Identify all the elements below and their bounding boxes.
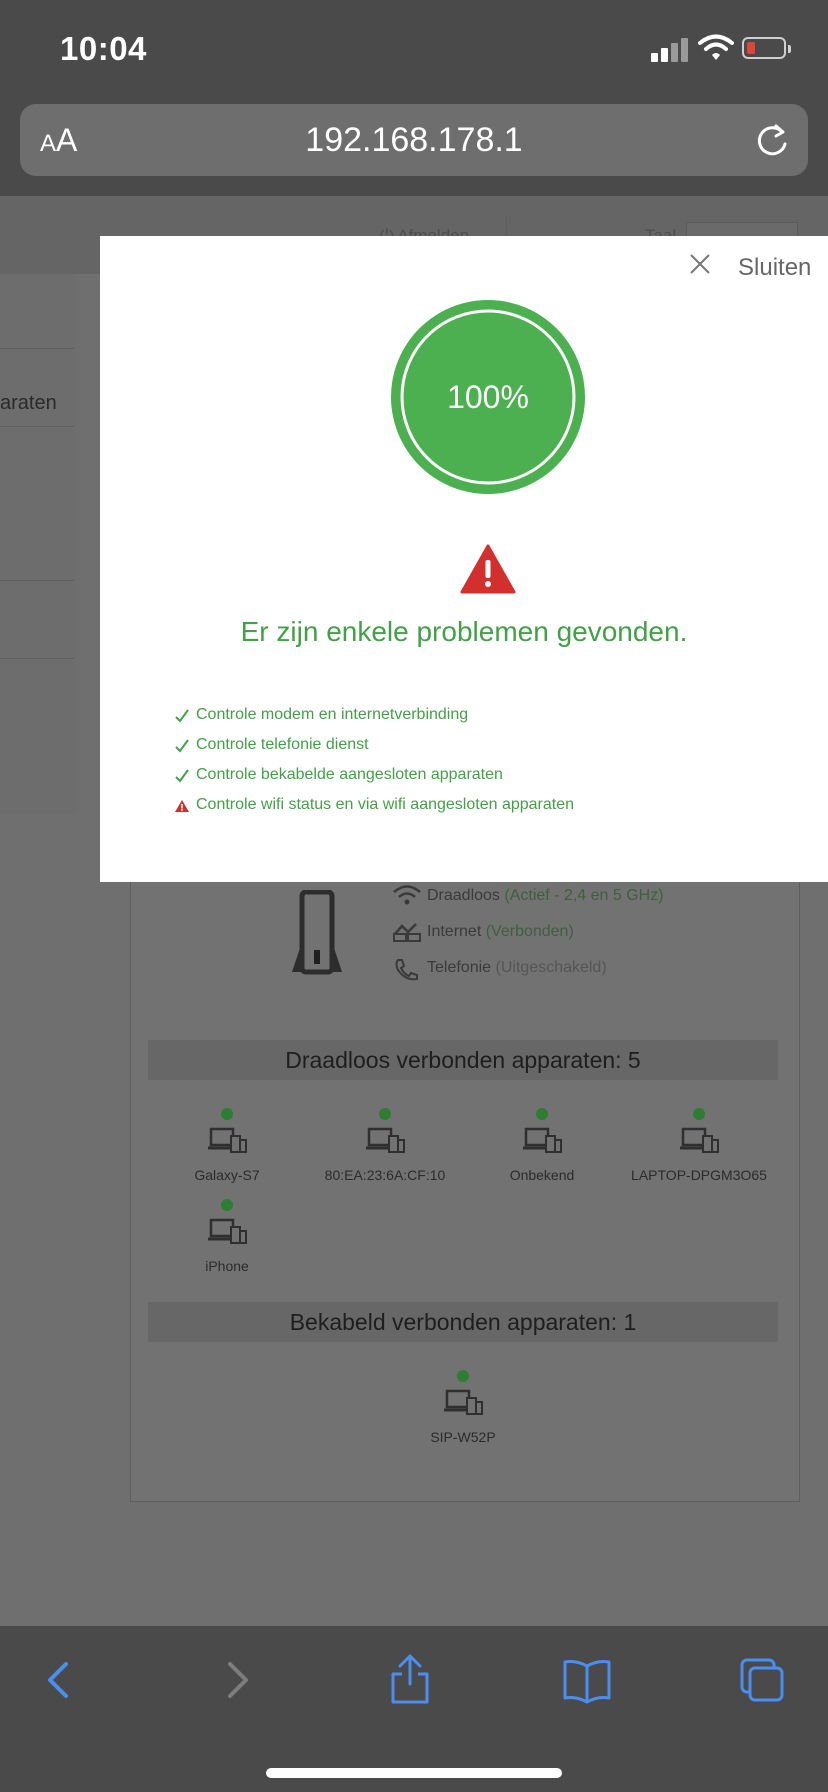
browser-toolbar (0, 96, 828, 196)
device-name: LAPTOP-DPGM3O65 (631, 1167, 767, 1183)
checkmark-icon (174, 768, 190, 784)
cellular-signal-icon (651, 36, 691, 62)
status-bar (0, 0, 828, 96)
warning-small-icon (174, 798, 190, 814)
device-item[interactable] (152, 1108, 302, 1183)
device-name: iPhone (205, 1258, 249, 1274)
phone-icon (392, 958, 422, 982)
diagnostics-modal (100, 236, 828, 882)
online-indicator (457, 1370, 469, 1382)
progress-percentage: 100% (447, 379, 529, 415)
bookmarks-button[interactable] (562, 1656, 612, 1704)
close-button[interactable] (688, 250, 828, 284)
reload-icon[interactable] (752, 120, 792, 160)
device-name: Onbekend (509, 1167, 575, 1183)
forward-button[interactable] (216, 1656, 256, 1704)
device-item[interactable] (624, 1108, 774, 1183)
wifi-icon (392, 884, 422, 906)
wired-devices-header: Bekabeld verbonden apparaten: 1 (148, 1302, 778, 1342)
progress-circle (391, 300, 585, 494)
status-telephony: Telefonie (Uitgeschakeld) (427, 959, 607, 976)
device-name: Galaxy-S7 (194, 1167, 260, 1183)
device-item[interactable] (152, 1199, 302, 1274)
clock: 10:04 (60, 30, 147, 67)
battery-icon (742, 37, 786, 59)
device-item[interactable] (310, 1108, 460, 1183)
status-wireless: Draadloos (Actief - 2,4 en 5 GHz) (427, 887, 664, 904)
device-name: SIP-W52P (430, 1429, 496, 1445)
check-label: Controle modem en internetverbinding (196, 706, 469, 723)
online-indicator (221, 1108, 233, 1120)
wifi-status-icon (698, 34, 734, 62)
wireless-devices-header: Draadloos verbonden apparaten: 5 (148, 1040, 778, 1080)
online-indicator (536, 1108, 548, 1120)
back-button[interactable] (40, 1656, 80, 1704)
warning-icon (460, 544, 516, 594)
devices-icon (207, 1217, 247, 1247)
online-indicator (379, 1108, 391, 1120)
status-internet: Internet (Verbonden) (427, 923, 574, 940)
checkmark-icon (174, 738, 190, 754)
devices-icon (679, 1126, 719, 1156)
devices-icon (522, 1126, 562, 1156)
text-size-button[interactable]: AA (40, 122, 78, 158)
close-icon[interactable] (688, 252, 712, 276)
router-illustration (290, 890, 344, 976)
device-item[interactable] (388, 1370, 538, 1445)
devices-icon (365, 1126, 405, 1156)
devices-icon (443, 1388, 483, 1418)
check-label: Controle telefonie dienst (196, 736, 369, 753)
address-bar[interactable] (20, 104, 808, 176)
url-text[interactable]: 192.168.178.1 (305, 121, 523, 159)
online-indicator (693, 1108, 705, 1120)
close-label[interactable]: Sluiten (738, 254, 812, 281)
check-label: Controle bekabelde aangesloten apparaten (196, 766, 503, 783)
device-item[interactable] (467, 1108, 617, 1183)
home-indicator[interactable] (266, 1768, 562, 1778)
device-name: 80:EA:23:6A:CF:10 (324, 1167, 446, 1183)
check-label: Controle wifi status en via wifi aangesloten apparaten (196, 796, 574, 813)
tabs-button[interactable] (738, 1656, 786, 1704)
sidebar-item-devices[interactable]: araten (0, 392, 57, 414)
checkmark-icon (174, 708, 190, 724)
share-button[interactable] (388, 1652, 432, 1706)
devices-icon (207, 1126, 247, 1156)
online-indicator (221, 1199, 233, 1211)
browser-bottom-toolbar (0, 1626, 828, 1792)
internet-icon (392, 922, 422, 944)
sidebar (0, 274, 76, 814)
result-headline: Er zijn enkele problemen gevonden. (240, 616, 688, 647)
